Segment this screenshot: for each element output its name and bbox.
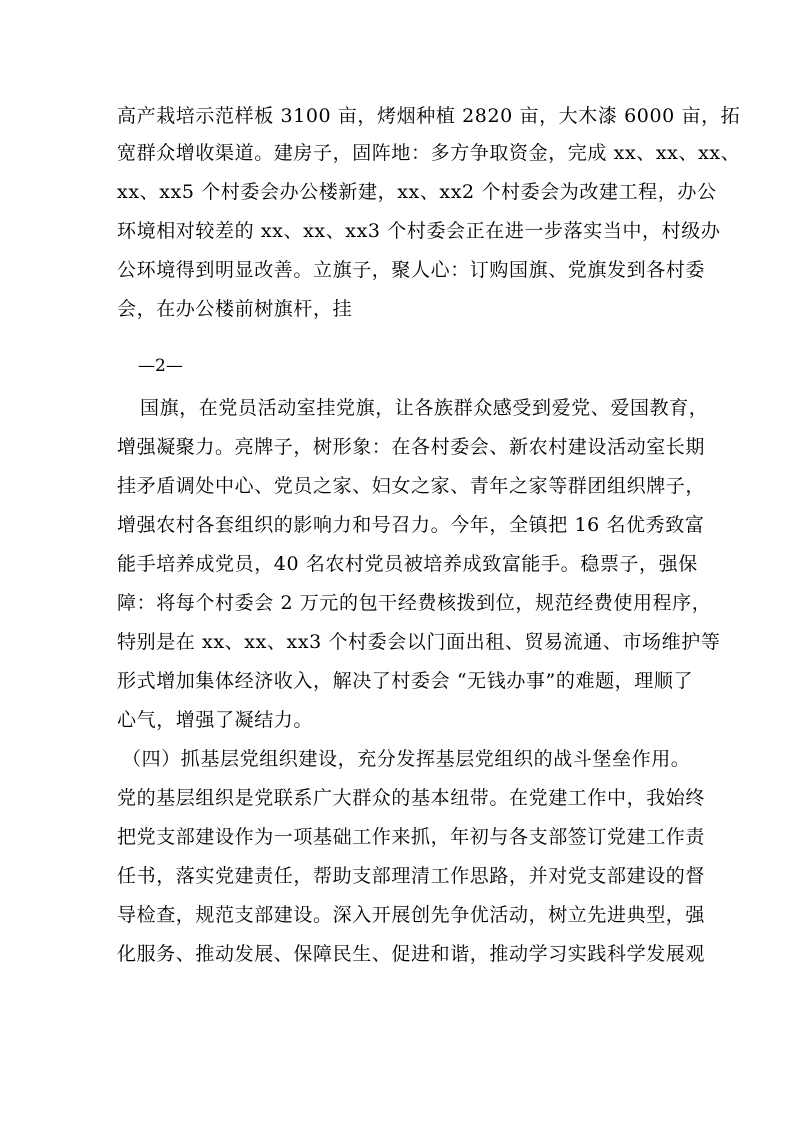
paragraph-line: 心气，增强了凝结力。	[117, 709, 314, 731]
paragraph-line: 把党支部建设作为一项基础工作来抓，年初与各支部签订党建工作责	[117, 826, 706, 848]
paragraph-line: 导检查，规范支部建设。深入开展创先争优活动，树立先进典型，强	[117, 904, 706, 926]
paragraph-line: 挂矛盾调处中心、党员之家、妇女之家、青年之家等群团组织牌子，	[117, 475, 706, 497]
paragraph-line: 增强凝聚力。亮牌子，树形象：在各村委会、新农村建设活动室长期	[117, 436, 706, 458]
paragraph-line: 党的基层组织是党联系广大群众的基本纽带。在党建工作中，我始终	[117, 787, 706, 809]
paragraph-line: 国旗，在党员活动室挂党旗，让各族群众感受到爱党、爱国教育，	[140, 397, 709, 419]
paragraph-line: 高产栽培示范样板 3100 亩，烤烟种植 2820 亩，大木漆 6000 亩，拓	[117, 105, 741, 127]
paragraph-line: 增强农村各套组织的影响力和号召力。今年，全镇把 16 名优秀致富	[117, 514, 705, 536]
paragraph-line: 宽群众增收渠道。建房子，固阵地：多方争取资金，完成 xx、xx、xx、	[117, 142, 741, 164]
paragraph-line: 特别是在 xx、xx、xx3 个村委会以门面出租、贸易流通、市场维护等	[117, 631, 721, 653]
paragraph-line: 形式增加集体经济收入，解决了村委会 “无钱办事”的难题，理顺了	[117, 670, 694, 692]
paragraph-line: 化服务、推动发展、保障民生、促进和谐，推动学习实践科学发展观	[117, 943, 706, 965]
paragraph-line: 障：将每个村委会 2 万元的包干经费核拨到位，规范经费使用程序，	[117, 592, 712, 614]
paragraph-line: 环境相对较差的 xx、xx、xx3 个村委会正在进一步落实当中，村级办	[117, 220, 721, 242]
paragraph-line: 会，在办公楼前树旗杆，挂	[117, 298, 353, 320]
paragraph-line: 能手培养成党员，40 名农村党员被培养成致富能手。稳票子，强保	[117, 553, 698, 575]
paragraph-line: 公环境得到明显改善。立旗子，聚人心：订购国旗、党旗发到各村委	[117, 259, 706, 281]
section-heading-line: （四）抓基层党组织建设，充分发挥基层党组织的战斗堡垒作用。	[122, 748, 691, 770]
paragraph-line: xx、xx5 个村委会办公楼新建，xx、xx2 个村委会为改建工程，办公	[117, 181, 717, 203]
paragraph-line: 任书，落实党建责任，帮助支部理清工作思路，并对党支部建设的督	[117, 865, 706, 887]
page-number: —2—	[138, 356, 183, 376]
